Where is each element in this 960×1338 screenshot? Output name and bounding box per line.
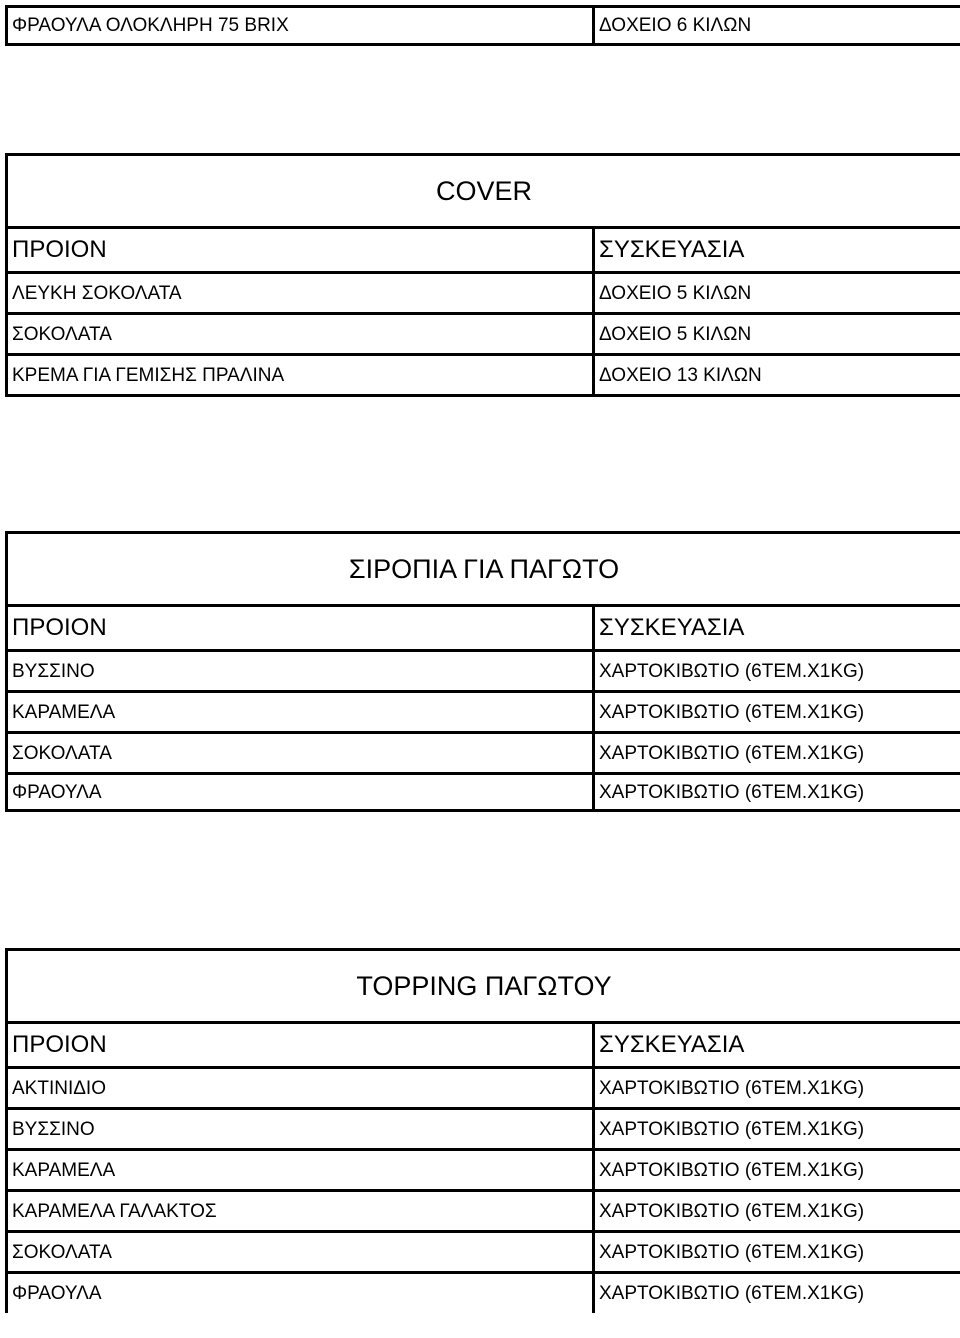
column-header-product: ΠΡΟΙΟΝ [7,606,594,651]
product-cell: ΣΟΚΟΛΑΤΑ [7,733,594,774]
table-row [7,1150,960,1191]
product-cell: ΒΥΣΣΙΝΟ [7,1109,594,1150]
product-cell: ΣΟΚΟΛΑΤΑ [7,1232,594,1273]
column-header-product: ΠΡΟΙΟΝ [7,228,594,273]
product-cell: ΦΡΑΟΥΛΑ ΟΛΟΚΛΗΡΗ 75 BRIX [7,7,594,45]
packaging-cell: ΧΑΡΤΟΚΙΒΩΤΙΟ (6ΤΕΜ.Χ1KG) [594,1150,960,1191]
column-header-packaging: ΣΥΣΚΕΥΑΣΙΑ [594,228,960,273]
packaging-cell: ΧΑΡΤΟΚΙΒΩΤΙΟ (6ΤΕΜ.Χ1KG) [594,1273,960,1313]
product-cell: ΦΡΑΟΥΛΑ [7,1273,594,1313]
packaging-cell: ΧΑΡΤΟΚΙΒΩΤΙΟ (6ΤΕΜ.Χ1KG) [594,651,960,692]
section-title-row [7,533,960,606]
top-product-table [5,5,960,46]
section-title-row [7,950,960,1023]
packaging-cell: ΧΑΡΤΟΚΙΒΩΤΙΟ (6ΤΕΜ.Χ1KG) [594,774,960,811]
packaging-cell: ΧΑΡΤΟΚΙΒΩΤΙΟ (6ΤΕΜ.Χ1KG) [594,1191,960,1232]
product-cell: ΚΡΕΜΑ ΓΙΑ ΓΕΜΙΣΗΣ ΠΡΑΛΙΝΑ [7,355,594,396]
product-cell: ΛΕΥΚΗ ΣΟΚΟΛΑΤΑ [7,273,594,314]
section-title: TOPPING ΠΑΓΩΤΟΥ [7,950,960,1023]
table-row [7,314,960,355]
product-cell: ΑΚΤΙΝΙΔΙΟ [7,1068,594,1109]
packaging-cell: ΧΑΡΤΟΚΙΒΩΤΙΟ (6ΤΕΜ.Χ1KG) [594,733,960,774]
table-row [7,1273,960,1313]
column-header-packaging: ΣΥΣΚΕΥΑΣΙΑ [594,1023,960,1068]
table-row [7,1068,960,1109]
packaging-cell: ΧΑΡΤΟΚΙΒΩΤΙΟ (6ΤΕΜ.Χ1KG) [594,692,960,733]
section-title-row [7,155,960,228]
product-cell: ΦΡΑΟΥΛΑ [7,774,594,811]
column-header-packaging: ΣΥΣΚΕΥΑΣΙΑ [594,606,960,651]
syrups-table [5,531,960,812]
packaging-cell: ΔΟΧΕΙΟ 5 ΚΙΛΩΝ [594,273,960,314]
product-cell: ΣΟΚΟΛΑΤΑ [7,314,594,355]
table-row [7,273,960,314]
table-row [7,1191,960,1232]
topping-table [5,948,960,1313]
table-row [7,1109,960,1150]
table-row [7,692,960,733]
table-row [7,774,960,811]
table-header-row [7,1023,960,1068]
packaging-cell: ΧΑΡΤΟΚΙΒΩΤΙΟ (6ΤΕΜ.Χ1KG) [594,1109,960,1150]
product-cell: ΚΑΡΑΜΕΛΑ ΓΑΛΑΚΤΟΣ [7,1191,594,1232]
cover-table [5,153,960,397]
table-row [7,1232,960,1273]
table-header-row [7,228,960,273]
packaging-cell: ΧΑΡΤΟΚΙΒΩΤΙΟ (6ΤΕΜ.Χ1KG) [594,1232,960,1273]
table-row [7,7,960,45]
packaging-cell: ΧΑΡΤΟΚΙΒΩΤΙΟ (6ΤΕΜ.Χ1KG) [594,1068,960,1109]
packaging-cell: ΔΟΧΕΙΟ 5 ΚΙΛΩΝ [594,314,960,355]
table-row [7,733,960,774]
section-title: COVER [7,155,960,228]
product-cell: ΚΑΡΑΜΕΛΑ [7,692,594,733]
packaging-cell: ΔΟΧΕΙΟ 6 ΚΙΛΩΝ [594,7,960,45]
table-header-row [7,606,960,651]
product-cell: ΚΑΡΑΜΕΛΑ [7,1150,594,1191]
packaging-cell: ΔΟΧΕΙΟ 13 ΚΙΛΩΝ [594,355,960,396]
table-row [7,355,960,396]
column-header-product: ΠΡΟΙΟΝ [7,1023,594,1068]
section-title: ΣΙΡΟΠΙΑ ΓΙΑ ΠΑΓΩΤΟ [7,533,960,606]
table-row [7,651,960,692]
product-cell: ΒΥΣΣΙΝΟ [7,651,594,692]
